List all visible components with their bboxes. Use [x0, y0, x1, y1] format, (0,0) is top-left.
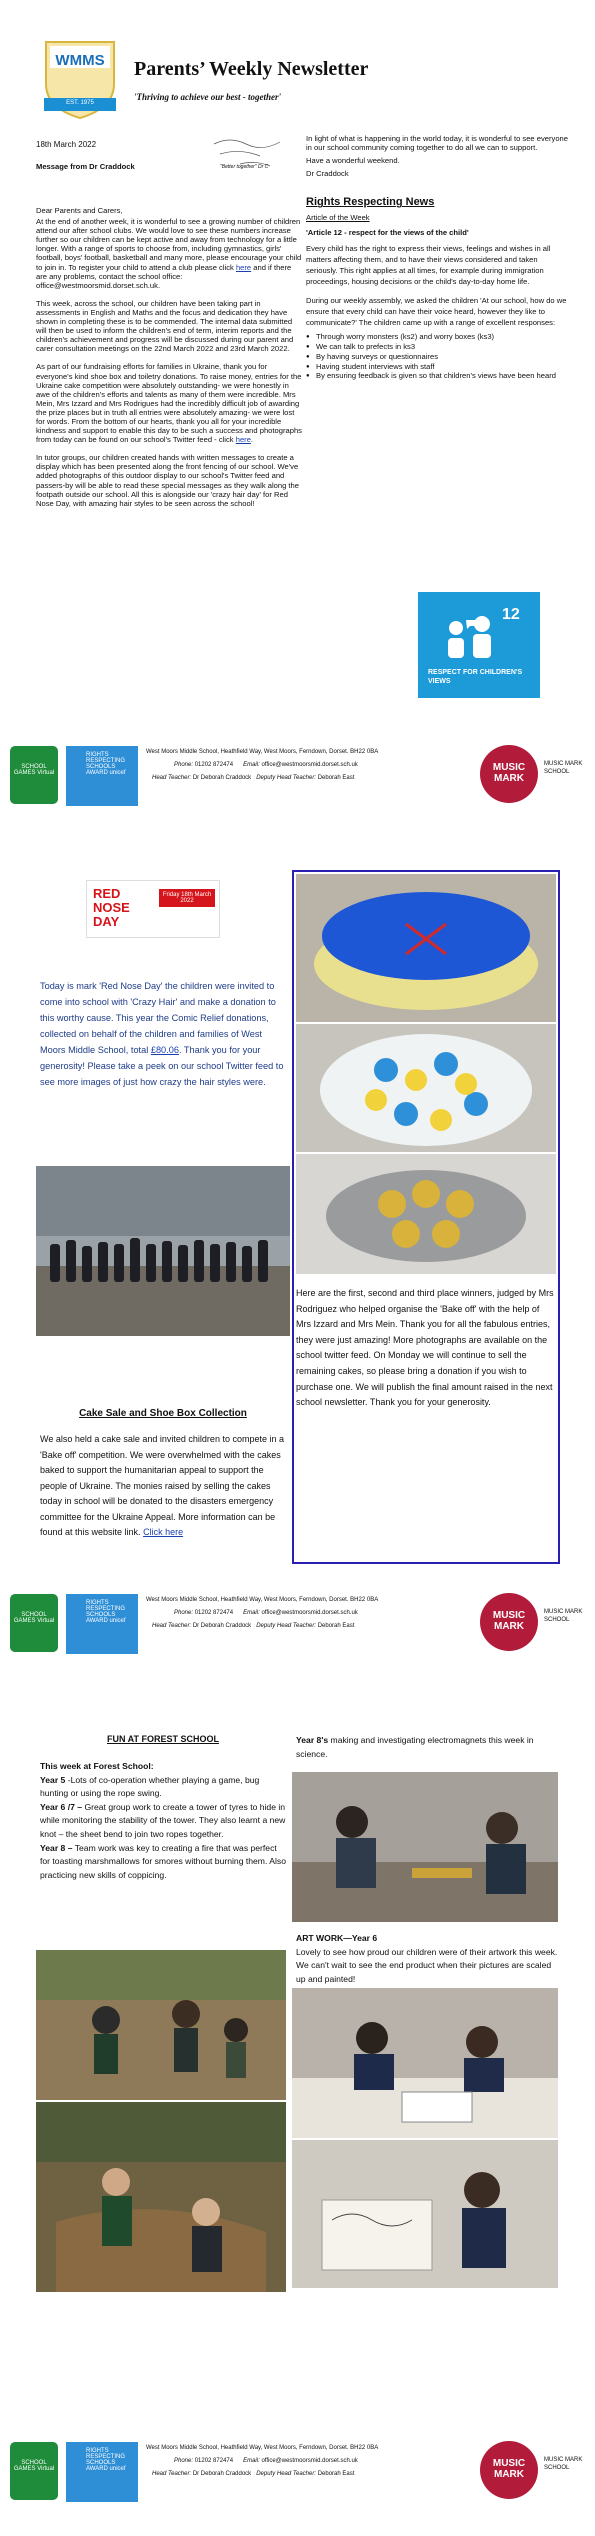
forest-school-text	[40, 1760, 288, 1882]
footer	[0, 2436, 595, 2506]
school-games-badge	[10, 746, 58, 804]
article-week: Article of the Week	[306, 213, 370, 223]
footer	[0, 740, 595, 810]
head-label: Head Teacher:	[152, 1623, 192, 1629]
forest-school-photo-1	[36, 1950, 286, 2100]
footer-details	[146, 746, 476, 785]
year-5-text	[40, 1774, 288, 1801]
first-place-cake-photo	[296, 874, 556, 1022]
music-mark-school: MUSIC MARK SCHOOL	[544, 761, 583, 775]
donation-amount[interactable]: £80.06	[150, 1045, 179, 1055]
phone-label: Phone:	[174, 1610, 194, 1616]
email[interactable]: office@westmoorsmid.dorset.sch.uk	[261, 2458, 358, 2464]
people-talking-icon	[440, 612, 500, 660]
year-6-7-text	[40, 1801, 288, 1842]
music-mark-school: MUSIC MARK SCHOOL	[544, 2457, 583, 2471]
forest-school-photo-2	[36, 2102, 286, 2292]
contact-line	[146, 1607, 476, 1620]
email[interactable]: office@westmoorsmid.dorset.sch.uk	[261, 762, 358, 768]
year-8-text	[40, 1842, 288, 1883]
footer	[0, 1588, 595, 1658]
greeting: Dear Parents and Carers,	[36, 206, 123, 215]
deputy-label: Deputy Head Teacher:	[256, 2471, 317, 2477]
para1-text: At the end of another week, it is wonderful to see a growing number of children attend our after school clubs. We would love to see these numbers increase further so our children can be kept active and away from technology for a little longer. With a range of sports to choose from, including gymnastics, girls' football, boys' football, basketball and many more, please encourage your child to join in. To register your child to attend a club please click	[36, 217, 302, 272]
unicef-badge	[66, 1594, 138, 1654]
phone-label: Phone:	[174, 2458, 194, 2464]
twitter-link[interactable]: here	[235, 435, 251, 445]
un-caption: RESPECT FOR CHILDREN'S VIEWS	[428, 669, 523, 685]
response-item: ● Having student interviews with staff	[306, 362, 568, 372]
phone: 01202 872474	[194, 1610, 234, 1616]
art-work-photo-2	[292, 2140, 558, 2288]
email-label: Email:	[243, 762, 260, 768]
crazy-hair-group-photo	[36, 1166, 290, 1336]
winners-text: Here are the first, second and third place winners, judged by Mrs Rodriguez who helped organise the 'Bake off' with the help of Mrs Izzard and Mrs Mein. Thank you for all the fabulous entries, they were just amazing! More photographs are available on the school twitter feed. On Monday we will continue to sell the remaining cakes, so please bring a donation if you wish to purchase one. We will publish the final amount raised in the next school newsletter. Thank you for your generosity.	[296, 1288, 554, 1408]
y8-label: Year 8 –	[40, 1842, 73, 1853]
head-label: Head Teacher:	[152, 2471, 192, 2477]
cake-sale-title: Cake Sale and Shoe Box Collection	[79, 1408, 247, 1419]
deputy: Deborah East	[317, 775, 355, 781]
y67-label: Year 6 /7 –	[40, 1801, 83, 1812]
address: West Moors Middle School, Heathfield Way, West Moors, Ferndown, Dorset. BH22 0BA	[146, 749, 379, 755]
para3-text: As part of our fundraising efforts for families in Ukraine, thank you for everyone's kind shoe box and toiletry donations. To raise money, entries for the Ukraine cake competition were absolutely outstanding- we were honestly in awe of the children's efforts and talents as many of them were incredible. Mrs Mein, Mrs Izzard and Mrs Rodrigues had the incredibly difficult job of awarding the prize places but in truth all entries were absolutely amazing- we were lost for words. From the bottom of our hearts, thank you all for your incredible kindness and support to enable this day to be such a success and photographs from today can be found on our school's Twitter feed - click	[36, 362, 302, 445]
art-work-section	[296, 1932, 558, 1986]
deputy-label: Deputy Head Teacher:	[256, 1623, 317, 1629]
cake-winners-frame	[292, 870, 560, 1564]
article-text: Every child has the right to express their views, feelings and wishes in all matters affecting them, and to have their views considered and taken seriously. This right applies at all times, for example during immigration proceedings, housing decisions or the child's day-to-day home life.	[306, 243, 551, 286]
unicef-badge	[66, 2442, 138, 2502]
head-line	[146, 1620, 476, 1633]
rednose-body: Today is mark 'Red Nose Day' the children were invited to come into school with 'Crazy Hair' and make a donation to this worthy cause. This year the Comic Relief donations, collected on behalf of the children and families of West Moors Middle School, total	[40, 981, 276, 1055]
games-text: SCHOOL GAMES Virtual	[13, 1612, 55, 1624]
forest-school-title: FUN AT FOREST SCHOOL	[107, 1734, 219, 1744]
right-sign: Dr Craddock	[306, 169, 349, 179]
red-nose-date: Friday 18th March 2022	[159, 889, 215, 907]
games-text: SCHOOL GAMES Virtual	[13, 2460, 55, 2472]
signature-text: "Better together" Dr C	[220, 164, 269, 170]
cake-body: We also held a cake sale and invited children to compete in a 'Bake off' competition. We were overwhelmed with the cakes baked to support the humanitarian appeal to support the people of Ukraine. The monies raised by selling the cakes today in school will be donated to the disasters emergency committee for the Ukraine Appeal. More information can be found at this website link.	[40, 1434, 284, 1537]
email[interactable]: office@westmoorsmid.dorset.sch.uk	[261, 1610, 358, 1616]
response-item: ● We can talk to prefects in ks3	[306, 342, 568, 352]
newsletter-tagline: 'Thriving to achieve our best - together'	[134, 92, 281, 102]
article-title: 'Article 12 - respect for the views of the child'	[306, 228, 469, 238]
message-paragraph-3: As part of our fundraising efforts for families in Ukraine, thank you for everyone's kind shoe box and toiletry donations. To raise money, entries for the Ukraine cake competition were absolutely outstanding- we were honestly in awe of the children's efforts and talents as many of them were incredible. Mrs Mein, Mrs Izzard and Mrs Rodrigues had the incredibly difficult job of awarding the prize places but in truth all entries were absolutely amazing- we were lost for words. From the bottom of our hearts, thank you all for your incredible kindness and support to enable this day to be such a success and photographs from today can be found on our school's Twitter feed - click here.	[36, 362, 302, 445]
school-logo	[40, 38, 120, 120]
unicef-text: RIGHTS RESPECTING SCHOOLS AWARD unicef	[86, 752, 126, 776]
unicef-text: RIGHTS RESPECTING SCHOOLS AWARD unicef	[86, 2448, 126, 2472]
message-title: Message from Dr Craddock	[36, 162, 135, 171]
email-label: Email:	[243, 2458, 260, 2464]
year-8-science-text	[296, 1734, 558, 1761]
rednose-end: . Thank you for your generosity! Please take a peek on our school Twitter feed to see more images of just how crazy the hair styles were.	[40, 1045, 284, 1087]
games-text: SCHOOL GAMES Virtual	[13, 764, 55, 776]
third-place-cake-photo	[296, 1154, 556, 1274]
newsletter-title: Parents’ Weekly Newsletter	[134, 58, 369, 80]
head-label: Head Teacher:	[152, 775, 192, 781]
para1-end: and if there are any problems, contact the school office: office@westmoorsmid.dorset.sch.uk.	[36, 262, 292, 290]
phone-label: Phone:	[174, 762, 194, 768]
head: Dr Deborah Craddock	[192, 2471, 252, 2477]
second-place-cake-photo	[296, 1024, 556, 1152]
right-column	[306, 134, 568, 380]
logo-text: WMMS	[55, 52, 105, 69]
right-intro: In light of what is happening in the world today, it is wonderful to see everyone in our school community coming together to do all we can to support.	[306, 134, 568, 153]
phone: 01202 872474	[194, 2458, 234, 2464]
red-nose-text	[40, 978, 288, 1090]
message-paragraph-1	[36, 217, 304, 290]
head-line	[146, 2468, 476, 2481]
doodle-signature	[210, 134, 290, 174]
response-item: ● By having surveys or questionnaires	[306, 352, 568, 362]
assembly-text: During our weekly assembly, we asked the children 'At our school, how do we ensure that every child can have their voice heard, however they like to communicate?' The children came up with a range of excellent responses:	[306, 295, 567, 327]
logo-ribbon: EST. 1975	[66, 100, 94, 106]
address: West Moors Middle School, Heathfield Way, West Moors, Ferndown, Dorset. BH22 0BA	[146, 1597, 379, 1603]
y8-right-body: making and investigating electromagnets this week in science.	[296, 1735, 534, 1759]
right-weekend: Have a wonderful weekend.	[306, 156, 400, 166]
phone: 01202 872474	[194, 762, 234, 768]
art-work-text: Lovely to see how proud our children were of their artwork this week. We can't wait to see the end product when their pictures are scaled up and painted!	[296, 1946, 558, 1984]
message-paragraph-2: This week, across the school, our children have been taking part in assessments in English and Maths and the focus and dedication they have shown in completing these is to be commended. The internal data submitted will then be used to inform the children's end of term, interim reports and the children's achievement and progress will be discussed during our parent and carer consultation meetings on the 22nd March 2022 and 23rd March 2022.	[36, 298, 294, 354]
footer-details	[146, 2442, 476, 2481]
un-article-12-card	[418, 592, 540, 698]
deputy-label: Deputy Head Teacher:	[256, 775, 317, 781]
appeal-link[interactable]: Click here	[143, 1527, 184, 1537]
music-mark-logo: MUSIC MARK	[480, 1593, 538, 1651]
school-games-badge	[10, 1594, 58, 1652]
red-nose-title: RED NOSE DAY	[93, 886, 130, 929]
art-work-photo-1	[292, 1988, 558, 2138]
rights-title: Rights Respecting News	[306, 196, 435, 209]
red-nose-banner	[86, 880, 220, 938]
un-number: 12	[502, 606, 520, 623]
electromagnets-photo	[292, 1772, 558, 1922]
responses-list	[306, 332, 568, 380]
club-register-link[interactable]: here	[235, 262, 252, 272]
music-mark-logo: MUSIC MARK	[480, 2441, 538, 2499]
footer-details	[146, 1594, 476, 1633]
response-item: ● Through worry monsters (ks2) and worry boxes (ks3)	[306, 332, 568, 342]
music-mark-school: MUSIC MARK SCHOOL	[544, 1609, 583, 1623]
art-work-title: ART WORK—Year 6	[296, 1933, 378, 1943]
contact-line	[146, 2455, 476, 2468]
music-mark-logo: MUSIC MARK	[480, 745, 538, 803]
response-item: ● By ensuring feedback is given so that children's views have been heard	[306, 372, 568, 380]
head: Dr Deborah Craddock	[192, 1623, 252, 1629]
y8-right-label: Year 8's	[296, 1735, 329, 1745]
contact-line	[146, 759, 476, 772]
forest-subtitle: This week at Forest School:	[40, 1761, 154, 1771]
message-paragraph-4: In tutor groups, our children created hands with written messages to create a display which has been presented along the front fencing of our school. We've added photographs of this outdoor display to our school's Twitter feed and passers-by will be able to read these special messages as they walk along the footpath outside our school. All this is alongside our 'crazy hair day' for Red Nose Day, with amazing hair styles to be seen across the school!	[36, 453, 299, 508]
y5-body: -Lots of co-operation whether playing a game, bug hunting or using the rope swing.	[40, 1774, 260, 1799]
cake-sale-text	[40, 1432, 290, 1541]
unicef-text: RIGHTS RESPECTING SCHOOLS AWARD unicef	[86, 1600, 126, 1624]
deputy: Deborah East	[317, 2471, 355, 2477]
email-label: Email:	[243, 1610, 260, 1616]
message-column	[36, 206, 304, 508]
y67-body: Great group work to create a tower of tyres to hide in while monitoring the stability of the tower. They also learnt a new knot – the sheet bend to join two ropes together.	[40, 1801, 286, 1839]
deputy: Deborah East	[317, 1623, 355, 1629]
date: 18th March 2022	[36, 140, 97, 149]
y8-body: Team work was key to creating a fire that was perfect for toasting marshmallows for smores without burning them. Also practicing new skills of coppicing.	[40, 1842, 286, 1880]
address: West Moors Middle School, Heathfield Way, West Moors, Ferndown, Dorset. BH22 0BA	[146, 2445, 379, 2451]
unicef-badge	[66, 746, 138, 806]
head: Dr Deborah Craddock	[192, 775, 252, 781]
head-line	[146, 772, 476, 785]
school-games-badge	[10, 2442, 58, 2500]
y5-label: Year 5	[40, 1774, 66, 1785]
